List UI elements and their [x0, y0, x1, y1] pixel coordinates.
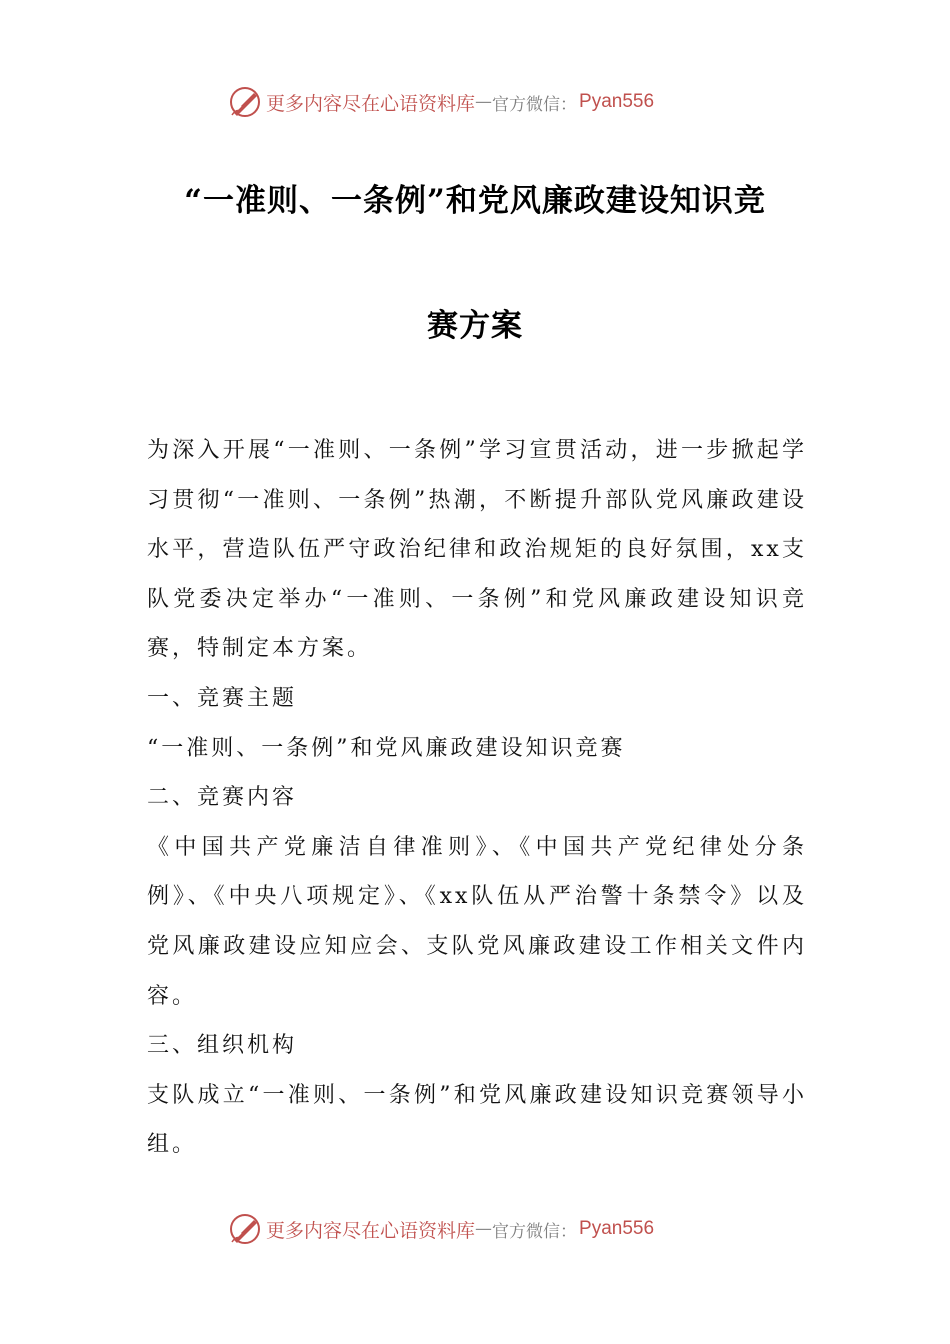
section-heading-organization: 三、组织机构	[147, 1033, 298, 1059]
header-wechat-id: Pyan556	[579, 91, 655, 112]
footer-wechat-id: Pyan556	[579, 1218, 655, 1239]
organization-paragraph: 支队成立“一准则、一条例”和党风廉政建设知识竞赛领导小组。	[147, 1082, 807, 1158]
section-heading-content: 二、竞赛内容	[147, 785, 298, 811]
intro-paragraph: 为深入开展“一准则、一条例”学习宣贯活动，进一步掀起学习贯彻“一准则、一条例”热潮，不断提升部队党风廉政建设水平，营造队伍严守政治纪律和政治规矩的良好氛围，xx支队党委决定举办“一准则、一条例”和党风廉政建设知识竞赛，特制定本方案。	[147, 438, 807, 662]
content-paragraph: 《中国共产党廉洁自律准则》、《中国共产党纪律处分条例》、《中央八项规定》、《xx队伍从严治警十条禁令》以及党风廉政建设应知应会、支队党风廉政建设工作相关文件内容。	[147, 834, 807, 1009]
section-heading-theme: 一、竞赛主题	[147, 685, 298, 711]
header-dash: —	[475, 92, 493, 112]
footer-banner	[228, 1209, 728, 1249]
header-site-text: 更多内容尽在心语资料库	[266, 92, 476, 115]
document-title-line2: 赛方案	[427, 308, 523, 344]
footer-site-text: 更多内容尽在心语资料库	[266, 1219, 476, 1242]
document-title-line1: “一准则、一条例”和党风廉政建设知识竞	[184, 183, 766, 219]
footer-wechat-label: 官方微信：	[492, 1221, 578, 1242]
quill-pen-logo-icon	[228, 85, 262, 119]
quill-pen-logo-icon	[228, 1212, 262, 1246]
header-banner	[228, 82, 728, 122]
theme-paragraph: “一准则、一条例”和党风廉政建设知识竞赛	[147, 735, 626, 761]
document-body	[147, 426, 807, 1170]
footer-dash: —	[475, 1219, 493, 1239]
header-wechat-label: 官方微信：	[492, 94, 578, 115]
